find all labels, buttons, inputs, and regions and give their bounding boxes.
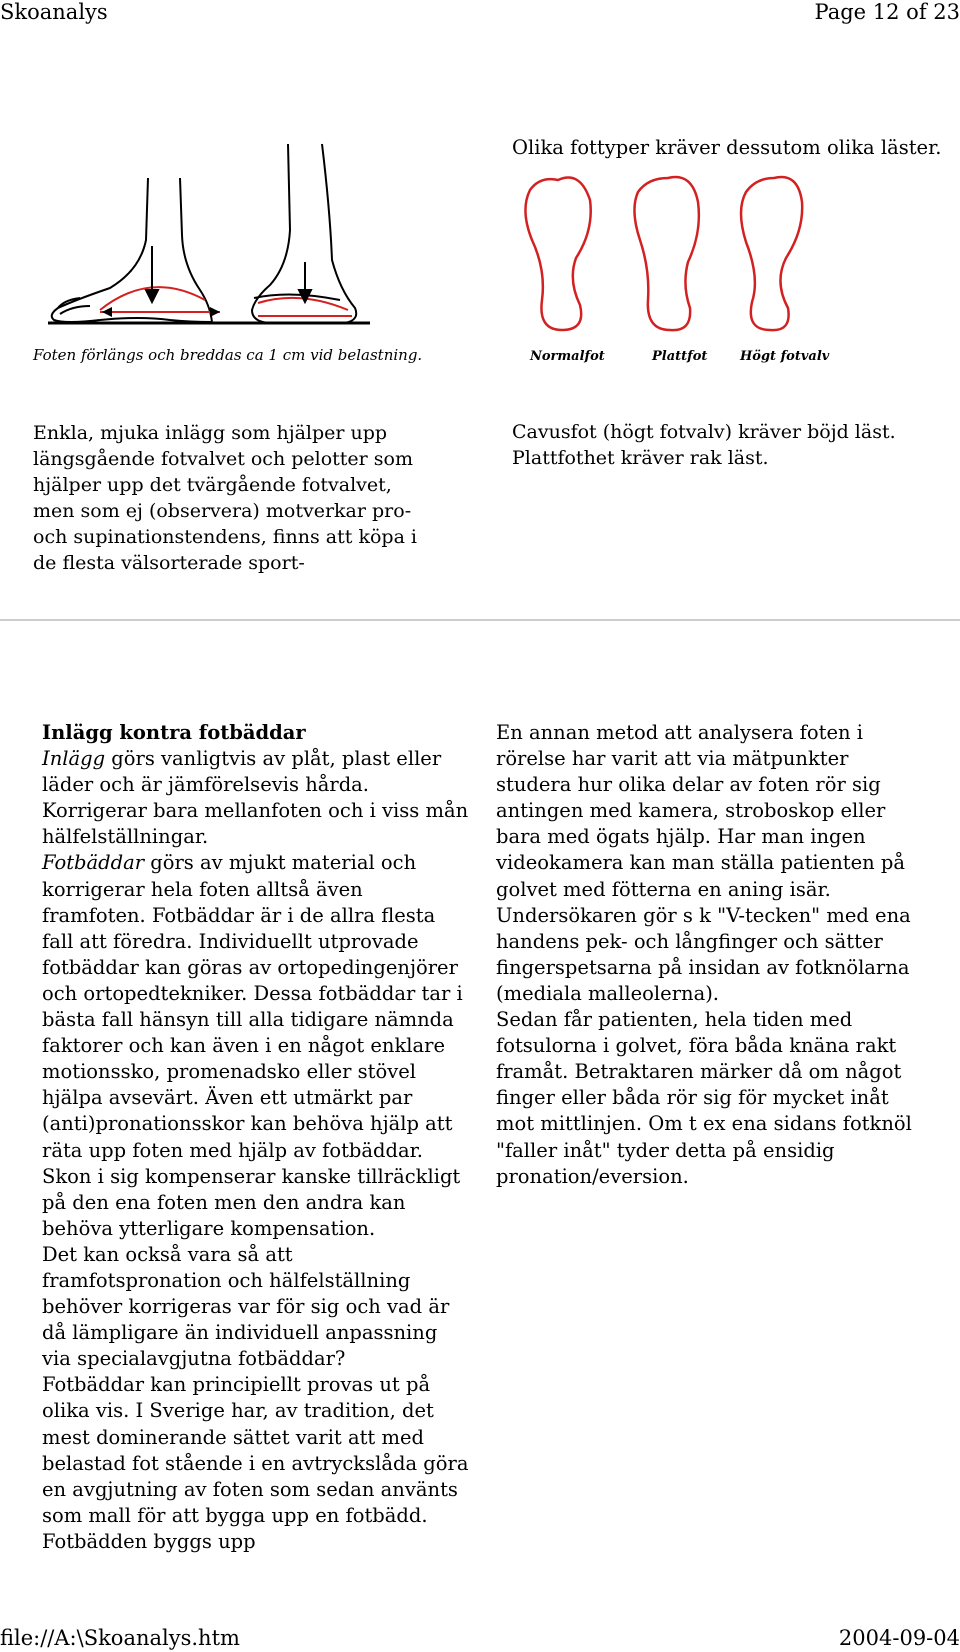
foot-loading-illustration — [40, 140, 375, 330]
paragraph-knan: Sedan får patienten, hela tiden med fotsulorna i golvet, föra båda knäna rakt framåt. Betraktaren märker då om något finger eller båda rör sig för mycket inåt mot mittlinjen. Om t ex ena sidans fotknöl "faller inåt" tyder detta på ensidig pronation/eversion. — [496, 1008, 912, 1188]
footprint-flat — [634, 177, 698, 330]
last-requirements-paragraph — [512, 419, 942, 471]
paragraph-avgjutning: Fotbäddar kan principiellt provas ut på olika vis. I Sverige har, av tradition, det mest dominerande sättet varit att med belastad fot stående i en avtryckslåda göra en avgjutning av foten som sedan använts som mall för att bygga upp en fotbädd. Fotbädden byggs upp — [42, 1373, 469, 1553]
footer-date: 2004-09-04 — [838, 1626, 960, 1650]
document-title: Skoanalys — [0, 0, 108, 24]
paragraph-framfotspronation: Det kan också vara så att framfotspronation och hälfelställning behöver korrigeras var för sig och vad är då lämpligare än individuell anpassning via specialavgjutna fotbäddar? — [42, 1242, 450, 1371]
footprint-normal — [525, 178, 590, 331]
label-normalfot: Normalfot — [530, 349, 605, 364]
foot-types-intro: Olika fottyper kräver dessutom olika läster. — [512, 136, 942, 159]
paragraph-fotbaddar: Fotbäddar görs av mjukt material och korrigerar hela foten alltså även framfoten. Fotbäddar är i de allra flesta fall att föredra. Individuellt utprovade fotbäddar kan göras av ortopedingenjörer och ortopedtekniker. Dessa fotbäddar tar i bästa fall hänsyn till alla tidigare nämnda faktorer och kan även i en något enklare motionssko, promenadsko eller stövel hjälpa avsevärt. Även ett utmärkt par (anti)pronationsskor kan behöva hjälp att räta upp foten med hjälp av fotbäddar. Skon i sig kompenserar kanske tillräckligt på den ena foten men den andra kan behöva ytterligare kompensation. — [42, 851, 463, 1240]
section-heading: Inlägg kontra fotbäddar — [42, 721, 306, 744]
paragraph-matpunkter: En annan metod att analysera foten i rörelse har varit att via mätpunkter studera hur olika delar av foten rör sig antingen med kamera, stroboskop eller bara med ögats hjälp. Har man ingen videokamera kan man ställa patienten på golvet med fötterna en aning isär. Undersökaren gör s k "V-tecken" med ena handens pek- och långfinger och sätter fingerspetsarna på insidan av fotknölarna (mediala malleolerna). — [496, 721, 911, 1005]
foot-illustration-caption: Foten förlängs och breddas ca 1 cm vid belastning. — [33, 346, 423, 364]
page-number: Page 12 of 23 — [814, 0, 960, 24]
footprint-high-arch — [741, 177, 802, 330]
page-divider — [0, 619, 960, 621]
footer-file-path: file://A:\Skoanalys.htm — [0, 1626, 240, 1650]
label-plattfot: Plattfot — [652, 349, 708, 364]
plattfothet-line: Plattfothet kräver rak läst. — [512, 447, 769, 469]
left-column — [42, 720, 472, 1555]
paragraph-inlagg: Inlägg görs vanligtvis av plåt, plast eller läder och är jämförelsevis hårda. Korrigerar bara mellanfoten och i viss mån hälfelställningar. — [42, 747, 469, 849]
foot-types-illustration — [520, 170, 840, 338]
right-column — [496, 720, 916, 1190]
insoles-paragraph: Enkla, mjuka inlägg som hjälper upp längsgående fotvalvet och pelotter som hjälper upp det tvärgående fotvalvet, men som ej (observera) motverkar pro- och supinationstendens, finns att köpa i de flesta välsorterade sport- — [33, 422, 418, 574]
cavusfot-line: Cavusfot (högt fotvalv) kräver böjd läst. — [512, 421, 896, 443]
label-hogt-fotvalv: Högt fotvalv — [740, 349, 830, 364]
